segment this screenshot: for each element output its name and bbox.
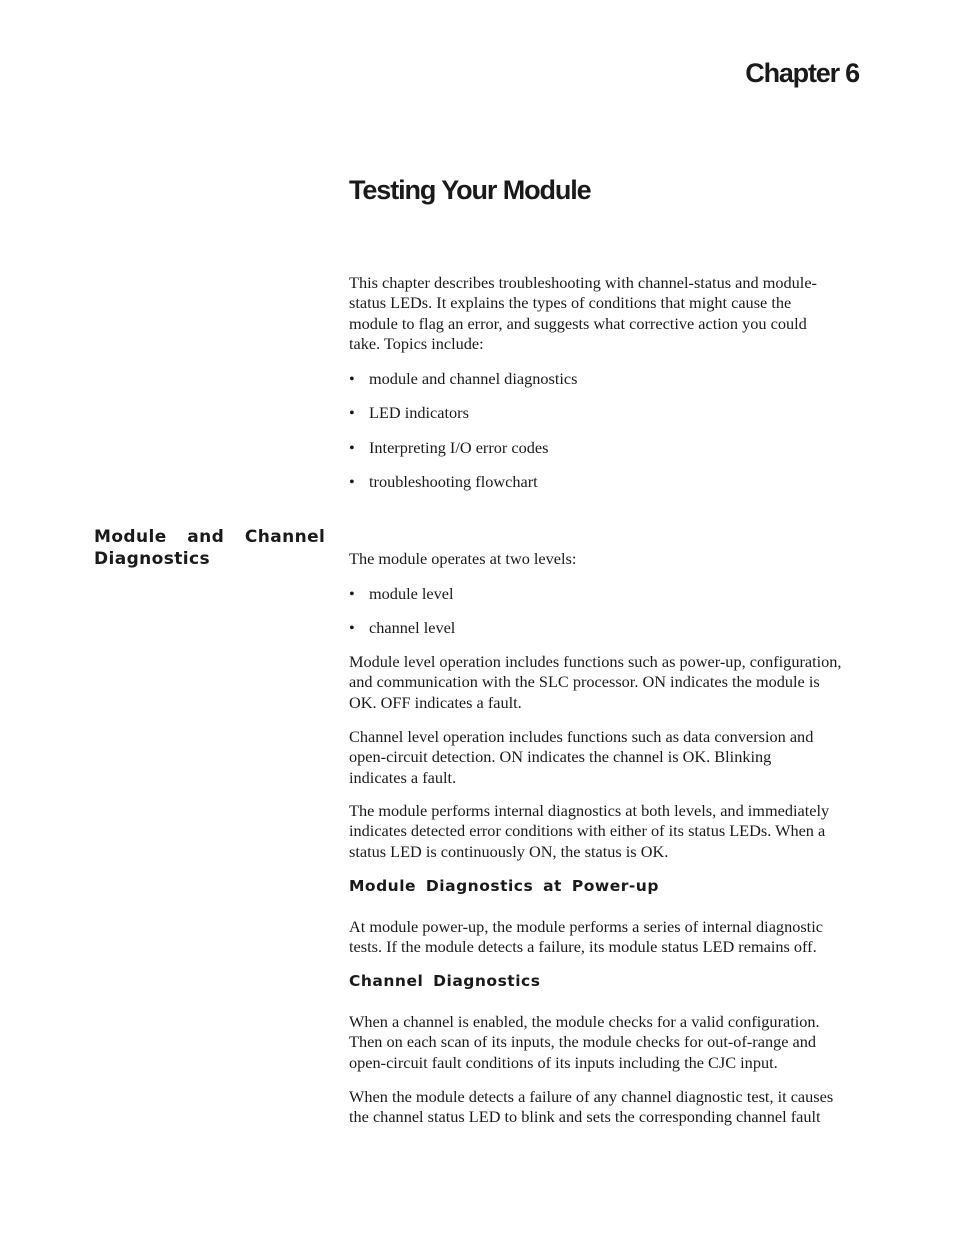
- list-item: [349, 369, 577, 403]
- topics-list: [349, 369, 577, 507]
- list-item: [349, 472, 577, 506]
- paragraph-line: At module power-up, the module performs a series of internal diagnostic: [349, 917, 823, 936]
- bullet-icon: •: [349, 437, 355, 457]
- paragraph-line: the channel status LED to blink and sets the corresponding channel fault: [349, 1107, 821, 1127]
- paragraph-line: indicates detected error conditions with either of its status LEDs. When a: [349, 821, 826, 841]
- bullet-icon: •: [349, 472, 355, 492]
- paragraph-line: status LED is continuously ON, the status is OK.: [349, 841, 669, 861]
- bullet-icon: •: [349, 369, 355, 388]
- paragraph-line: open-circuit detection. ON indicates the channel is OK. Blinking: [349, 747, 772, 767]
- list-item-text: module and channel diagnostics: [369, 369, 578, 388]
- levels-list: [349, 584, 455, 653]
- diagnostics-paragraph: [349, 801, 829, 862]
- section-heading-line: Module and Channel: [94, 527, 326, 547]
- list-item: [349, 618, 455, 652]
- list-item-text: module level: [369, 584, 454, 603]
- paragraph-line: When a channel is enabled, the module checks for a valid configuration.: [349, 1012, 820, 1031]
- levels-intro: The module operates at two levels:: [349, 549, 577, 568]
- section-heading: [94, 526, 326, 570]
- bullet-icon: •: [349, 403, 355, 423]
- subsection-heading: Module Diagnostics at Power-up: [349, 877, 659, 895]
- bullet-icon: •: [349, 618, 355, 638]
- power-up-paragraph: [349, 917, 823, 958]
- paragraph-line: open-circuit fault conditions of its inputs including the CJC input.: [349, 1052, 778, 1072]
- paragraph-line: Channel level operation includes functions such as data conversion and: [349, 727, 814, 746]
- channel-failure-paragraph: [349, 1087, 833, 1128]
- paragraph-line: The module performs internal diagnostics at both levels, and immediately: [349, 801, 830, 820]
- intro-line: module to flag an error, and suggests what corrective action you could: [349, 313, 807, 333]
- paragraph-line: When the module detects a failure of any channel diagnostic test, it causes: [349, 1087, 834, 1106]
- paragraph-line: Then on each scan of its inputs, the module checks for out-of-range and: [349, 1032, 817, 1052]
- list-item: [349, 584, 455, 618]
- intro-line: status LEDs. It explains the types of conditions that might cause the: [349, 293, 792, 313]
- section-heading-line: Diagnostics: [94, 549, 211, 569]
- paragraph-line: OK. OFF indicates a fault.: [349, 692, 522, 712]
- intro-line: take. Topics include:: [349, 333, 484, 353]
- page-title: Testing Your Module: [349, 175, 591, 205]
- paragraph-line: Module level operation includes functions such as power-up, configuration,: [349, 652, 842, 671]
- channel-level-paragraph: [349, 727, 813, 788]
- chapter-label: Chapter 6: [745, 58, 859, 88]
- list-item-text: Interpreting I/O error codes: [369, 437, 549, 457]
- paragraph-line: tests. If the module detects a failure, its module status LED remains off.: [349, 937, 817, 957]
- paragraph-line: indicates a fault.: [349, 767, 457, 787]
- module-level-paragraph: [349, 652, 842, 713]
- paragraph-line: and communication with the SLC processor. ON indicates the module is: [349, 672, 820, 692]
- list-item-text: troubleshooting flowchart: [369, 472, 538, 492]
- subsection-heading: Channel Diagnostics: [349, 972, 541, 990]
- list-item: [349, 403, 577, 437]
- bullet-icon: •: [349, 584, 355, 603]
- list-item-text: channel level: [369, 618, 456, 638]
- intro-paragraph: [349, 273, 817, 354]
- intro-line: This chapter describes troubleshooting with channel-status and module-: [349, 273, 817, 292]
- list-item-text: LED indicators: [369, 403, 469, 423]
- list-item: [349, 438, 577, 472]
- channel-diagnostics-paragraph: [349, 1012, 820, 1073]
